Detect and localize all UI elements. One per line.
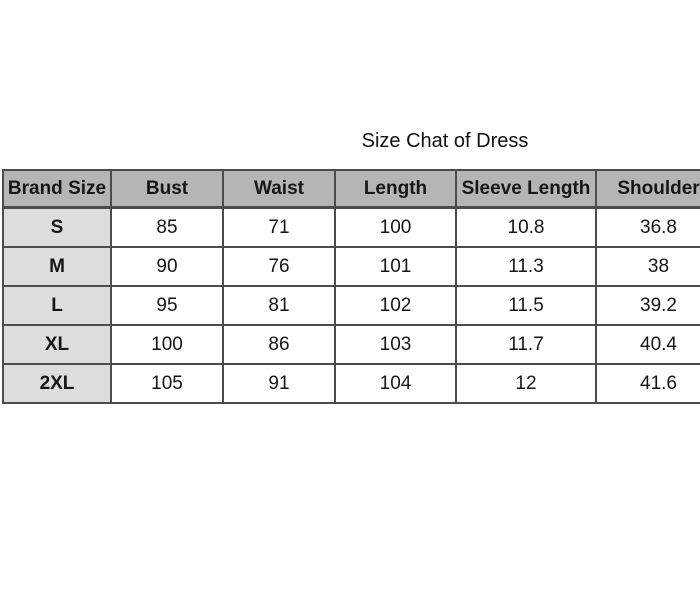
- value-cell-m-length: 101: [335, 247, 456, 286]
- value-cell-l-sleeve: 11.5: [456, 286, 596, 325]
- value-cell-xl-shoulder: 40.4: [596, 325, 700, 364]
- header-cell-length: Length: [335, 170, 456, 208]
- table-row-xl: [3, 325, 700, 364]
- value-cell-l-bust: 95: [111, 286, 223, 325]
- size-cell-2xl: 2XL: [3, 364, 111, 403]
- value-cell-s-sleeve: 10.8: [456, 208, 596, 248]
- value-cell-2xl-bust: 105: [111, 364, 223, 403]
- size-chart-table: [2, 169, 700, 404]
- value-cell-s-length: 100: [335, 208, 456, 248]
- value-cell-l-length: 102: [335, 286, 456, 325]
- header-cell-sleeve-length: Sleeve Length: [456, 170, 596, 208]
- size-cell-s: S: [3, 208, 111, 248]
- size-chart-title: Size Chat of Dress: [361, 130, 529, 152]
- value-cell-2xl-shoulder: 41.6: [596, 364, 700, 403]
- value-cell-s-bust: 85: [111, 208, 223, 248]
- value-cell-2xl-sleeve: 12: [456, 364, 596, 403]
- header-cell-waist: Waist: [223, 170, 335, 208]
- value-cell-xl-waist: 86: [223, 325, 335, 364]
- header-cell-shoulder: Shoulder: [596, 170, 700, 208]
- value-cell-m-shoulder: 38: [596, 247, 700, 286]
- value-cell-s-waist: 71: [223, 208, 335, 248]
- header-cell-bust: Bust: [111, 170, 223, 208]
- value-cell-m-sleeve: 11.3: [456, 247, 596, 286]
- value-cell-l-waist: 81: [223, 286, 335, 325]
- table-row-m: [3, 247, 700, 286]
- size-cell-m: M: [3, 247, 111, 286]
- header-row: [3, 170, 700, 208]
- value-cell-l-shoulder: 39.2: [596, 286, 700, 325]
- value-cell-2xl-waist: 91: [223, 364, 335, 403]
- table-row-2xl: [3, 364, 700, 403]
- value-cell-m-bust: 90: [111, 247, 223, 286]
- table-row-l: [3, 286, 700, 325]
- value-cell-xl-bust: 100: [111, 325, 223, 364]
- value-cell-xl-length: 103: [335, 325, 456, 364]
- value-cell-2xl-length: 104: [335, 364, 456, 403]
- size-cell-l: L: [3, 286, 111, 325]
- value-cell-s-shoulder: 36.8: [596, 208, 700, 248]
- value-cell-xl-sleeve: 11.7: [456, 325, 596, 364]
- value-cell-m-waist: 76: [223, 247, 335, 286]
- table-row-s: [3, 208, 700, 248]
- header-cell-brand-size: Brand Size: [3, 170, 111, 208]
- size-cell-xl: XL: [3, 325, 111, 364]
